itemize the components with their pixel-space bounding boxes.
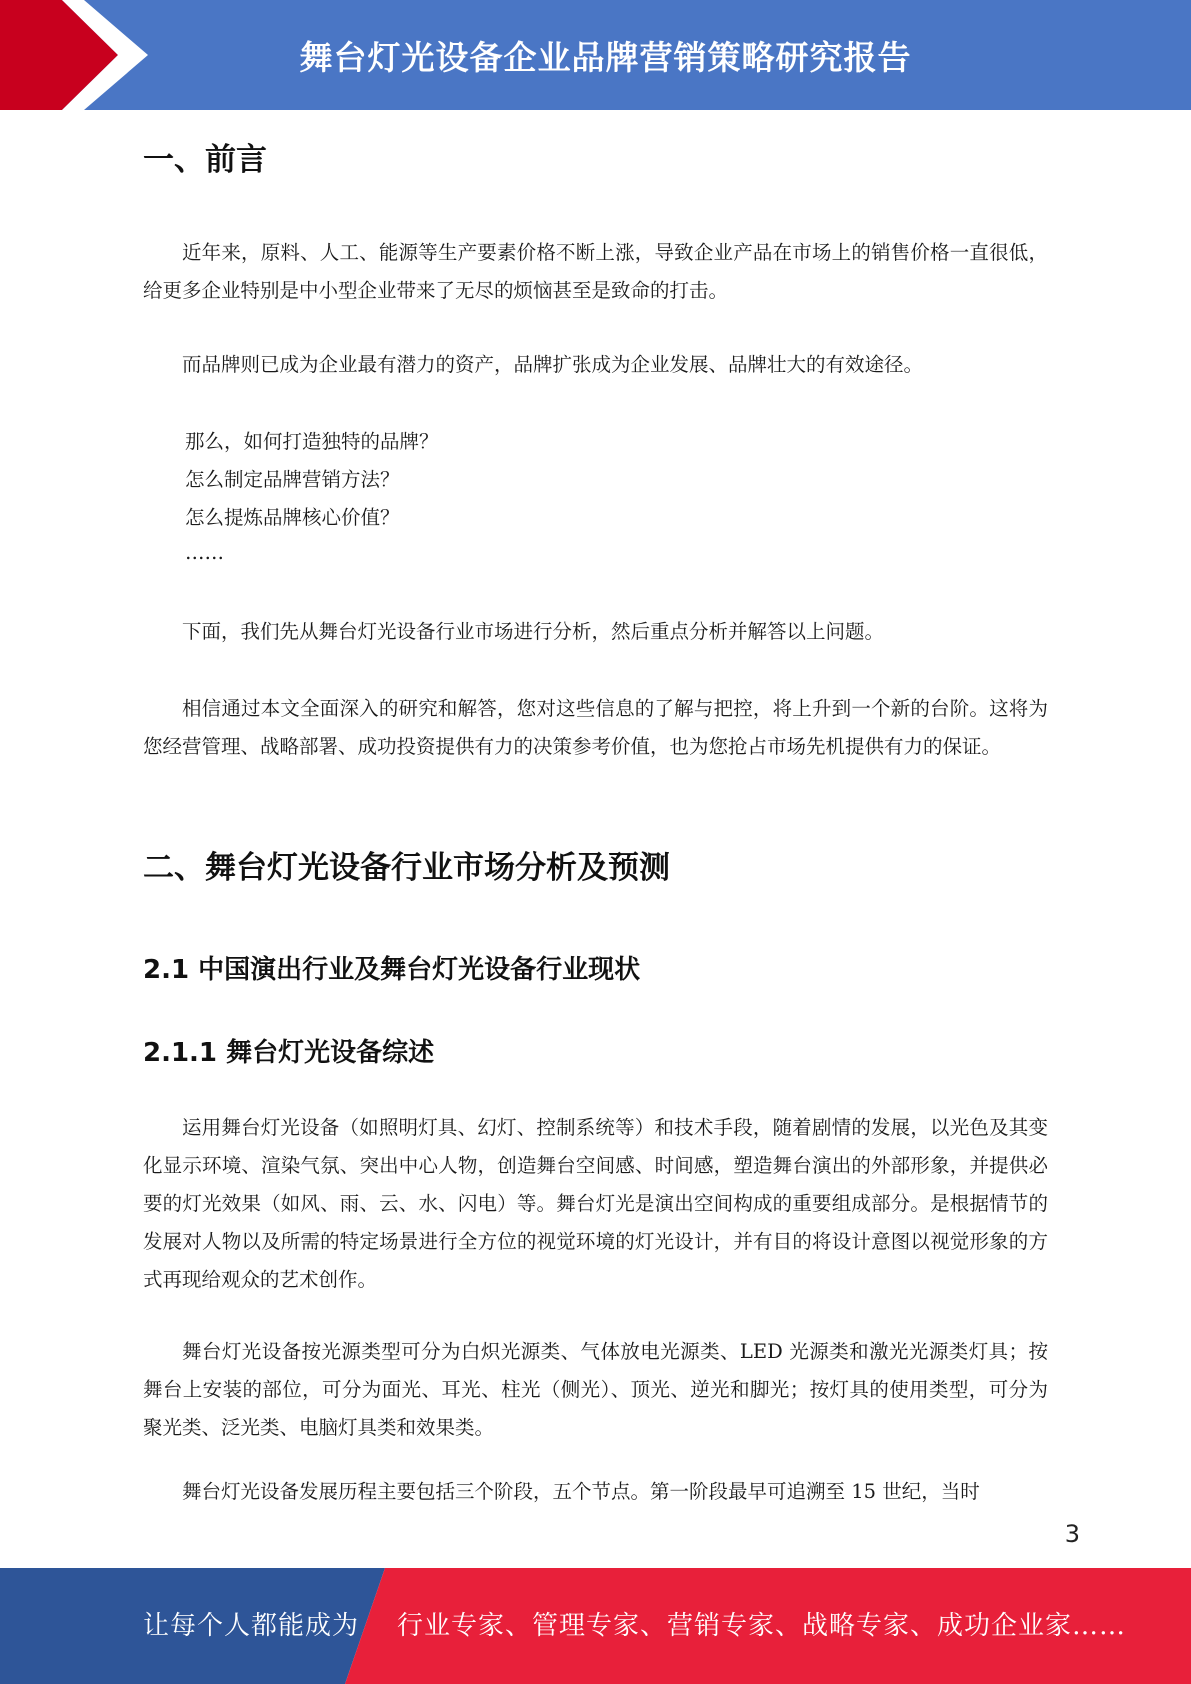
paragraph: 而品牌则已成为企业最有潜力的资产，品牌扩张成为企业发展、品牌壮大的有效途径。: [182, 353, 924, 376]
ellipsis-line: ……: [185, 541, 224, 564]
header-chevron-decoration: [0, 0, 150, 110]
paragraph: 舞台灯光设备按光源类型可分为白炽光源类、气体放电光源类、LED 光源类和激光光源类灯具；按舞台上安装的部位，可分为面光、耳光、柱光（侧光）、顶光、逆光和脚光；按灯具的使用类型，可分为聚光类、泛光类、电脑灯具类和效果类。: [143, 1340, 1048, 1439]
page-number: 3: [1064, 1520, 1080, 1548]
section-heading-market: 二、舞台灯光设备行业市场分析及预测: [143, 850, 670, 886]
paragraph: 运用舞台灯光设备（如照明灯具、幻灯、控制系统等）和技术手段，随着剧情的发展，以光色及其变化显示环境、渲染气氛、突出中心人物，创造舞台空间感、时间感，塑造舞台演出的外部形象，并提供必要的灯光效果（如风、雨、云、水、闪电）等。舞台灯光是演出空间构成的重要组成部分。是根据情节的发展对人物以及所需的特定场景进行全方位的视觉环境的灯光设计，并有目的将设计意图以视觉形象的方式再现给观众的艺术创作。: [143, 1116, 1048, 1291]
question-line: 怎么提炼品牌核心价值？: [185, 506, 400, 529]
question-line: 那么，如何打造独特的品牌？: [185, 430, 439, 453]
question-line: 怎么制定品牌营销方法？: [185, 468, 400, 491]
section-heading-preface: 一、前言: [143, 142, 267, 178]
footer-band: [0, 1568, 1191, 1684]
subsection-heading: 2.1.1 舞台灯光设备综述: [143, 1038, 435, 1068]
subsection-heading: 2.1 中国演出行业及舞台灯光设备行业现状: [143, 955, 641, 985]
paragraph: 下面，我们先从舞台灯光设备行业市场进行分析，然后重点分析并解答以上问题。: [182, 620, 885, 643]
header-band: [0, 0, 1191, 110]
footer-slogan-left: 让每个人都能成为: [143, 1611, 360, 1641]
paragraph: 相信通过本文全面深入的研究和解答，您对这些信息的了解与把控，将上升到一个新的台阶。这将为您经营管理、战略部署、成功投资提供有力的决策参考价值，也为您抢占市场先机提供有力的保证。: [143, 697, 1048, 758]
footer-slogan-right: 行业专家、管理专家、营销专家、战略专家、成功企业家……: [397, 1611, 1127, 1641]
paragraph: 舞台灯光设备发展历程主要包括三个阶段，五个节点。第一阶段最早可追溯至 15 世纪，当时: [182, 1480, 980, 1503]
paragraph: 近年来，原料、人工、能源等生产要素价格不断上涨，导致企业产品在市场上的销售价格一直很低，给更多企业特别是中小型企业带来了无尽的烦恼甚至是致命的打击。: [143, 241, 1048, 302]
document-title: 舞台灯光设备企业品牌营销策略研究报告: [299, 37, 912, 77]
